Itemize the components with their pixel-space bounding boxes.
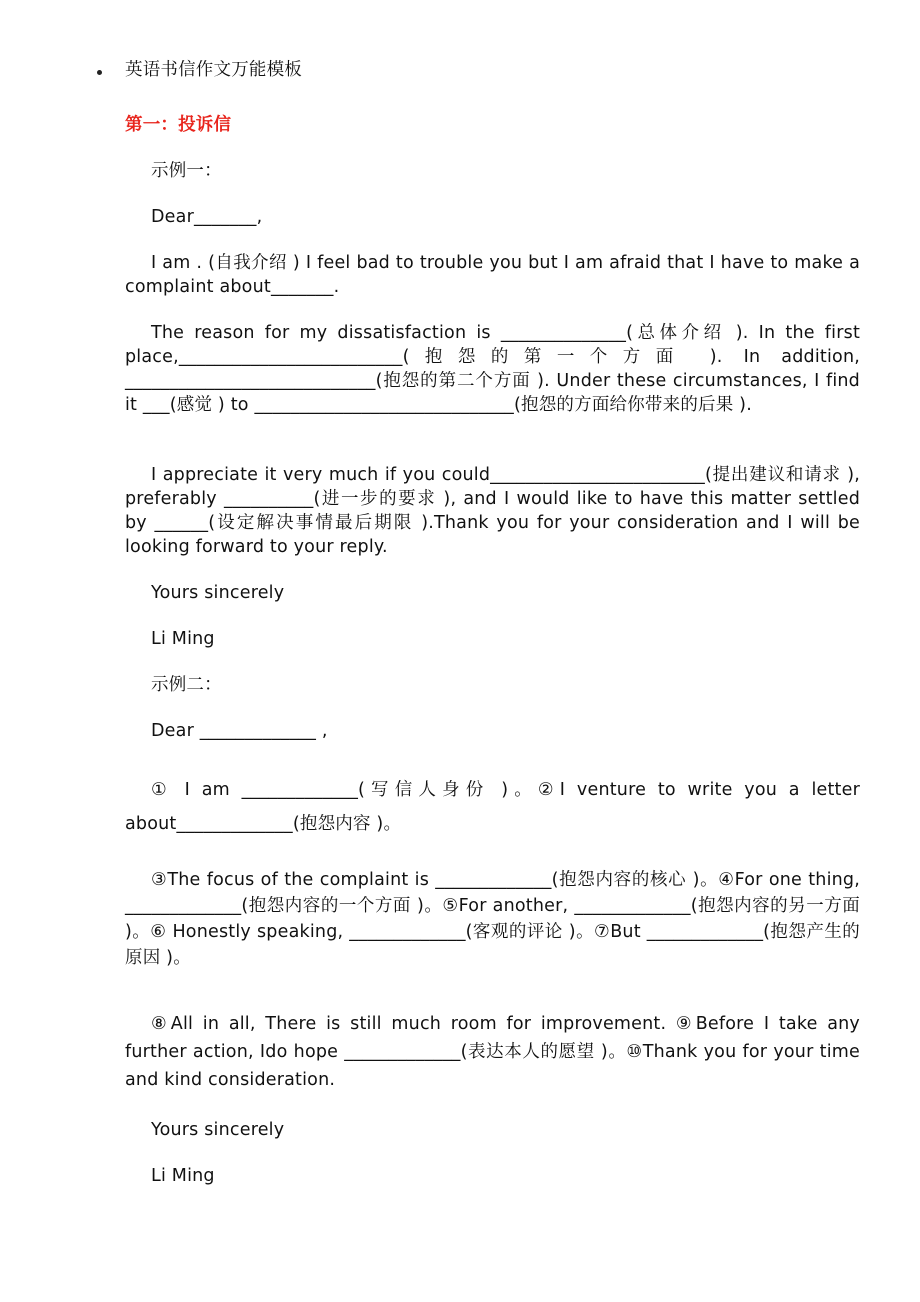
bullet-icon: [97, 70, 102, 75]
section-title: 第一：投诉信: [125, 115, 232, 135]
example2-paragraph-intro: ① I am _____________(写信人身份 )。②I venture to write you a letter about_____________(抱怨内容 )。: [125, 780, 860, 834]
example1-paragraph-reasons: The reason for my dissatisfaction is ______________(总体介绍 ). In the first place,_________________________(抱怨的第一个方面 ). In addition, ____________________________(抱怨的第二个方面 ). Under these circumstances, I find it ___(感觉 ) to _____________________________(抱怨的方面给你带来的后果 ).: [125, 323, 860, 415]
example2-paragraph-focus: ③The focus of the complaint is _____________(抱怨内容的核心 )。④For one thing, _____________(抱怨内容的一个方面 )。⑤For another, _____________(抱怨内容的另一方面 )。⑥ Honestly speaking, _____________(客观的评论 )。⑦But _____________(抱怨产生的原因 )。: [125, 870, 860, 968]
example2-label: 示例二：: [151, 675, 222, 695]
example2-signature: Li Ming: [151, 1166, 215, 1186]
example1-closing: Yours sincerely: [151, 583, 285, 603]
example1-paragraph-request: I appreciate it very much if you could________________________(提出建议和请求 ), preferably __________(进一步的要求 ), and I would like to have this matter settled by ______(设定解决事情最后期限 ).Thank you for your consideration and I will be looking forward to your reply.: [125, 465, 860, 557]
example1-paragraph-intro: I am . (自我介绍 ) I feel bad to trouble you but I am afraid that I have to make a complaint about_______.: [125, 253, 860, 297]
example1-signature: Li Ming: [151, 629, 215, 649]
example2-paragraph-conclusion: ⑧All in all, There is still much room for improvement. ⑨Before I take any further action, Ido hope _____________(表达本人的愿望 )。⑩Thank you for your time and kind consideration.: [125, 1014, 860, 1090]
example1-salutation: Dear_______,: [151, 207, 263, 227]
example2-salutation: Dear _____________ ,: [151, 721, 328, 741]
example2-closing: Yours sincerely: [151, 1120, 285, 1140]
doc-heading: 英语书信作文万能模板: [125, 60, 302, 80]
example1-label: 示例一：: [151, 161, 222, 181]
